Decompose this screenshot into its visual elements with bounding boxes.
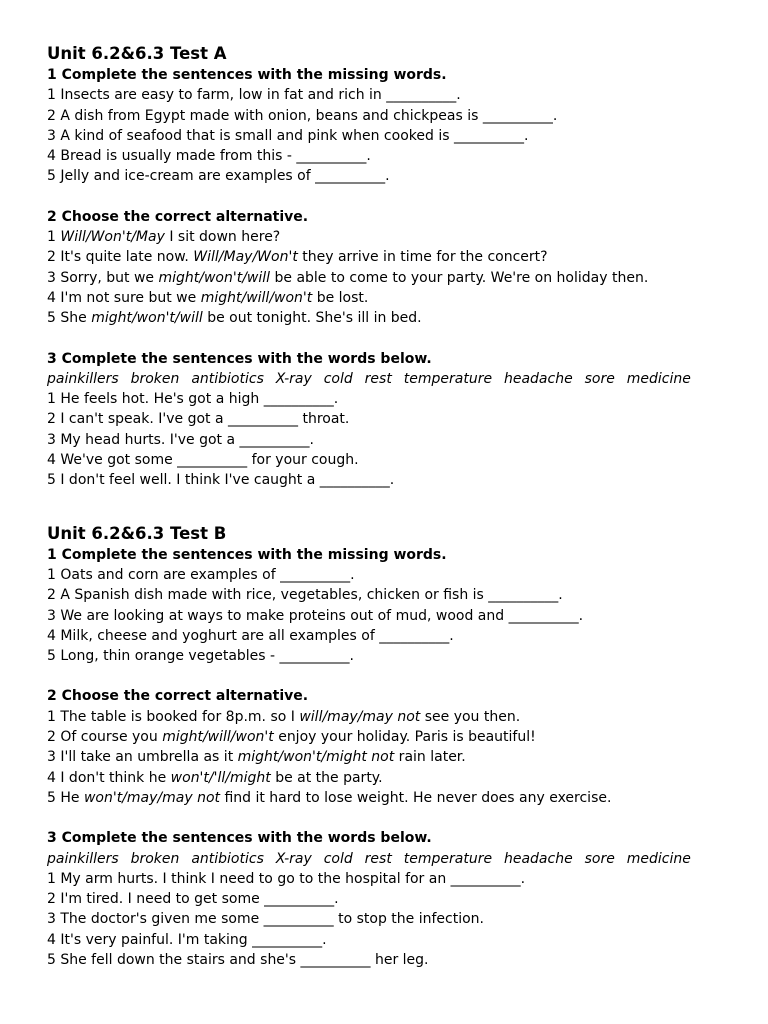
question-text: 4 I'm not sure but we bbox=[47, 289, 201, 306]
word-bank-item: headache bbox=[503, 850, 573, 867]
word-bank-item: temperature bbox=[403, 370, 493, 387]
question-text: 3 My head hurts. I've got a __________. bbox=[47, 431, 314, 448]
word-bank-item: broken bbox=[130, 370, 180, 387]
question-line bbox=[47, 747, 747, 767]
word-bank-item: rest bbox=[364, 850, 392, 867]
question-line bbox=[47, 106, 747, 126]
section-spacer bbox=[47, 666, 747, 686]
question-text: 3 I'll take an umbrella as it bbox=[47, 749, 238, 766]
question-line bbox=[47, 430, 747, 450]
section-heading: 1 Complete the sentences with the missing words. bbox=[47, 546, 447, 563]
question-line bbox=[47, 247, 747, 267]
question-text: 1 bbox=[47, 229, 61, 246]
question-line bbox=[47, 146, 747, 166]
alternatives: won't/may/may not bbox=[83, 789, 220, 806]
question-line bbox=[47, 585, 747, 605]
question-text: 2 Of course you bbox=[47, 729, 163, 746]
question-text: 2 A Spanish dish made with rice, vegetables, chicken or fish is __________. bbox=[47, 587, 563, 604]
word-bank-item: broken bbox=[130, 850, 180, 867]
alternatives: won't/'ll/might bbox=[170, 769, 271, 786]
question-text: 5 Long, thin orange vegetables - __________. bbox=[47, 648, 354, 665]
word-bank bbox=[47, 849, 691, 869]
word-bank-item: painkillers bbox=[47, 370, 119, 387]
question-text: be lost. bbox=[312, 289, 369, 306]
question-line bbox=[47, 869, 747, 889]
question-text: be able to come to your party. We're on holiday then. bbox=[270, 269, 649, 286]
question-text: 5 I don't feel well. I think I've caught a __________. bbox=[47, 472, 395, 489]
question-line bbox=[47, 930, 747, 950]
question-text: 1 Oats and corn are examples of __________. bbox=[47, 566, 355, 583]
alternatives: Will/May/Won't bbox=[193, 249, 298, 266]
question-text: 4 Bread is usually made from this - __________. bbox=[47, 148, 371, 165]
word-bank-item: temperature bbox=[403, 850, 493, 867]
section-spacer bbox=[47, 808, 747, 828]
question-line bbox=[47, 409, 747, 429]
section-heading: 2 Choose the correct alternative. bbox=[47, 208, 309, 225]
question-line bbox=[47, 626, 747, 646]
question-text: 5 Jelly and ice-cream are examples of __________. bbox=[47, 168, 390, 185]
worksheet-page bbox=[47, 43, 747, 970]
question-text: be out tonight. She's ill in bed. bbox=[202, 310, 422, 327]
alternatives: will/may/may not bbox=[299, 708, 421, 725]
section-heading: 3 Complete the sentences with the words below. bbox=[47, 350, 432, 367]
question-line bbox=[47, 166, 747, 186]
alternatives: Will/Won't/May bbox=[60, 229, 165, 246]
section-heading: 3 Complete the sentences with the words below. bbox=[47, 830, 432, 847]
section-heading: 1 Complete the sentences with the missing words. bbox=[47, 67, 447, 83]
question-text: 4 I don't think he bbox=[47, 769, 171, 786]
question-line bbox=[47, 288, 747, 308]
question-line bbox=[47, 606, 747, 626]
question-line bbox=[47, 268, 747, 288]
word-bank-item: cold bbox=[323, 370, 353, 387]
question-line bbox=[47, 909, 747, 929]
question-text: 3 We are looking at ways to make proteins out of mud, wood and __________. bbox=[47, 607, 584, 624]
alternatives: might/will/won't bbox=[200, 289, 313, 306]
section-heading: 2 Choose the correct alternative. bbox=[47, 688, 309, 705]
question-text: 1 The table is booked for 8p.m. so I bbox=[47, 708, 300, 725]
word-bank-item: X-ray bbox=[275, 850, 312, 867]
word-bank-item: medicine bbox=[626, 850, 691, 867]
question-text: 5 She fell down the stairs and she's __________ her leg. bbox=[47, 951, 429, 968]
alternatives: might/won't/might not bbox=[237, 749, 395, 766]
question-line bbox=[47, 126, 747, 146]
question-text: find it hard to lose weight. He never does any exercise. bbox=[220, 789, 612, 806]
word-bank-item: headache bbox=[503, 370, 573, 387]
question-text: be at the party. bbox=[270, 769, 383, 786]
word-bank-item: X-ray bbox=[275, 370, 312, 387]
question-line bbox=[47, 727, 747, 747]
question-line bbox=[47, 768, 747, 788]
question-text: I sit down here? bbox=[164, 229, 281, 246]
question-text: 3 A kind of seafood that is small and pink when cooked is __________. bbox=[47, 127, 529, 144]
question-text: 4 It's very painful. I'm taking __________. bbox=[47, 931, 327, 948]
question-text: 5 She bbox=[47, 310, 92, 327]
question-text: 2 I'm tired. I need to get some __________. bbox=[47, 891, 339, 908]
question-text: enjoy your holiday. Paris is beautiful! bbox=[273, 729, 536, 746]
question-text: 4 We've got some __________ for your cough. bbox=[47, 452, 359, 469]
question-text: 1 He feels hot. He's got a high __________. bbox=[47, 391, 339, 408]
section-spacer bbox=[47, 187, 747, 207]
alternatives: might/won't/will bbox=[158, 269, 271, 286]
question-text: they arrive in time for the concert? bbox=[297, 249, 548, 266]
question-line bbox=[47, 707, 747, 727]
question-text: 2 It's quite late now. bbox=[47, 249, 194, 266]
question-line bbox=[47, 889, 747, 909]
question-text: 2 I can't speak. I've got a __________ throat. bbox=[47, 411, 350, 428]
word-bank-item: cold bbox=[323, 850, 353, 867]
question-line bbox=[47, 85, 747, 105]
question-line bbox=[47, 565, 747, 585]
question-line bbox=[47, 227, 747, 247]
question-text: 1 My arm hurts. I think I need to go to the hospital for an __________. bbox=[47, 870, 526, 887]
alternatives: might/will/won't bbox=[162, 729, 274, 746]
question-text: 1 Insects are easy to farm, low in fat and rich in __________. bbox=[47, 87, 461, 104]
question-line bbox=[47, 950, 747, 970]
question-text: see you then. bbox=[420, 708, 521, 725]
word-bank bbox=[47, 369, 691, 389]
question-text: 3 The doctor's given me some __________ to stop the infection. bbox=[47, 911, 484, 928]
question-text: 4 Milk, cheese and yoghurt are all examples of __________. bbox=[47, 627, 454, 644]
word-bank-item: antibiotics bbox=[191, 850, 264, 867]
question-text: rain later. bbox=[394, 749, 466, 766]
question-line bbox=[47, 788, 747, 808]
question-line bbox=[47, 646, 747, 666]
word-bank-item: rest bbox=[364, 370, 392, 387]
word-bank-item: medicine bbox=[626, 370, 691, 387]
question-line bbox=[47, 470, 747, 490]
question-line bbox=[47, 450, 747, 470]
question-text: 3 Sorry, but we bbox=[47, 269, 159, 286]
question-text: 5 He bbox=[47, 789, 84, 806]
word-bank-item: sore bbox=[584, 370, 615, 387]
word-bank-item: sore bbox=[584, 850, 615, 867]
question-line bbox=[47, 389, 747, 409]
section-spacer bbox=[47, 329, 747, 349]
word-bank-item: antibiotics bbox=[191, 370, 264, 387]
question-text: 2 A dish from Egypt made with onion, beans and chickpeas is __________. bbox=[47, 107, 558, 124]
alternatives: might/won't/will bbox=[91, 310, 203, 327]
word-bank-item: painkillers bbox=[47, 850, 119, 867]
test-spacer bbox=[47, 491, 747, 523]
question-line bbox=[47, 308, 747, 328]
test-title: Unit 6.2&6.3 Test A bbox=[47, 44, 227, 63]
test-title: Unit 6.2&6.3 Test B bbox=[47, 523, 227, 543]
